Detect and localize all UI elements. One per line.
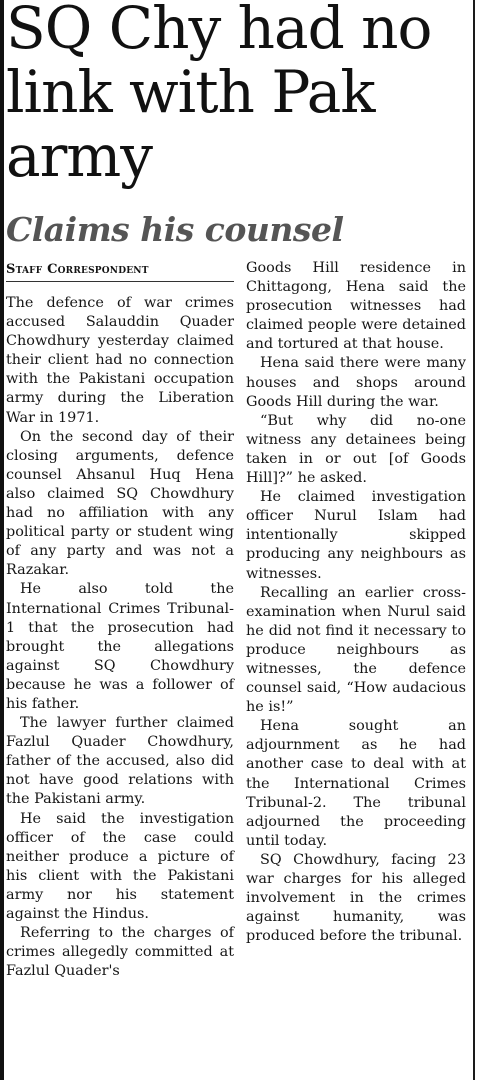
paragraph: The defence of war crimes accused Salauddin Quader Chowdhury yesterday claimed their client had no connection with the Pakistani occupation army during the Liberation War in 1971. — [6, 295, 234, 426]
left-column — [6, 294, 234, 981]
paragraph: The lawyer further claimed Fazlul Quader Chowdhury, father of the accused, also did not have good relations with the Pakistani army. — [6, 715, 234, 808]
paragraph: He also told the International Crimes Tribunal-1 that the prosecution had brought the allegations against SQ Chowdhury because he was a follower of his father. — [6, 581, 234, 712]
right-column — [246, 259, 466, 946]
left-column-rule — [0, 0, 4, 1080]
paragraph: He claimed investigation officer Nurul Islam had intentionally skipped producing any neighbours as witnesses. — [246, 489, 466, 582]
paragraph: Hena said there were many houses and shops around Goods Hill during the war. — [246, 355, 466, 410]
paragraph: He said the investigation officer of the case could neither produce a picture of his client with the Pakistani army nor his statement against the Hindus. — [6, 810, 234, 922]
paragraph: Goods Hill residence in Chittagong, Hena said the prosecution witnesses had claimed people were detained and tortured at that house. — [246, 260, 466, 353]
paragraph: Referring to the charges of crimes allegedly committed at Fazlul Quader's — [6, 925, 234, 980]
paragraph: Recalling an earlier cross-examination when Nurul said he did not find it necessary to produce neighbours as witnesses, the defence counsel said, “How audacious he is!” — [246, 584, 466, 716]
paragraph: SQ Chowdhury, facing 23 war charges for his alleged involvement in the crimes against humanity, was produced before the tribunal. — [246, 851, 466, 945]
byline-rule — [6, 281, 234, 282]
paragraph: “But why did no-one witness any detainees being taken in or out [of Goods Hill]?” he asked. — [246, 412, 466, 487]
right-edge-rule — [473, 0, 475, 1080]
subhead: Claims his counsel — [6, 210, 344, 249]
paragraph: On the second day of their closing arguments, defence counsel Ahsanul Huq Hena also claimed SQ Chowdhury had no affiliation with any political party or student wing of any party and was not a Razakar. — [6, 428, 234, 579]
paragraph: Hena sought an adjournment as he had another case to deal with at the International Crimes Tribunal-2. The tribunal adjourned the proceeding until today. — [246, 718, 466, 849]
byline: Staff Correspondent — [6, 262, 149, 277]
headline: SQ Chy had no link with Pak army — [6, 0, 432, 190]
